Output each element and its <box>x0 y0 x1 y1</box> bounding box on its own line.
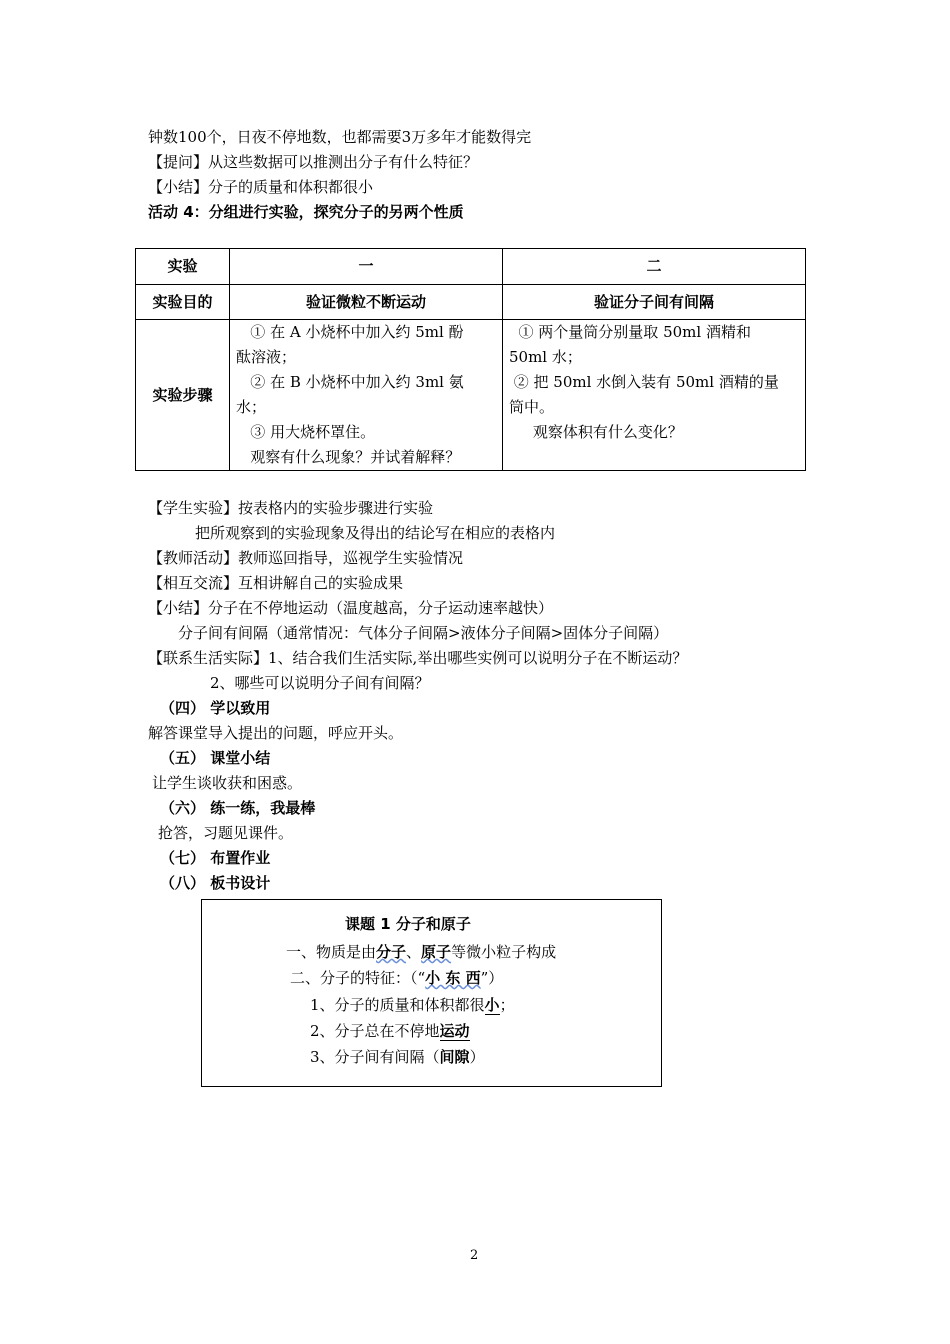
section-8-title: （八） 板书设计 <box>160 874 271 892</box>
experiment-table <box>135 248 806 471</box>
step-line: 观察有什么现象？并试着解释？ <box>236 448 461 466</box>
board-keyword-molecule: 分子 <box>376 943 407 961</box>
body-line-gap: 分子间有间隔（通常情况：气体分子间隔>液体分子间隔>固体分子间隔） <box>178 624 669 642</box>
board-line-4 <box>310 1021 470 1041</box>
table-header-col1: 一 <box>230 249 503 285</box>
section-6-title: （六） 练一练，我最棒 <box>160 799 316 817</box>
board-line-2-pre: 二、分子的特征：（“ <box>290 969 426 987</box>
board-line-5-pre: 3、分子间有间隔（ <box>310 1048 440 1066</box>
board-line-3-post: ； <box>499 996 515 1014</box>
step-line: 筒中。 <box>509 398 555 416</box>
board-line-1-post: 等微小粒子构成 <box>451 943 557 961</box>
top-line-2: 【提问】从这些数据可以推测出分子有什么特征？ <box>148 153 479 171</box>
body-line-life-2: 2、哪些可以说明分子间有间隔？ <box>210 674 430 692</box>
section-5-title: （五） 课堂小结 <box>160 749 271 767</box>
step-line: ② 在 B 小烧杯中加入约 3ml 氨 <box>236 373 464 391</box>
section-7-title: （七） 布置作业 <box>160 849 271 867</box>
section-5-text: 让学生谈收获和困惑。 <box>152 774 303 792</box>
step-line: ② 把 50ml 水倒入装有 50ml 酒精的量 <box>509 373 779 391</box>
board-keyword-motion: 运动 <box>439 1022 470 1040</box>
board-title: 课题 1 分子和原子 <box>345 915 471 933</box>
board-line-5 <box>310 1047 485 1067</box>
step-line: 观察体积有什么变化？ <box>509 423 683 441</box>
table-header-label: 实验 <box>136 249 230 285</box>
section-4-title: （四） 学以致用 <box>160 699 271 717</box>
board-line-2-post: ”） <box>480 969 504 987</box>
board-keyword-small-things: 小 东 西 <box>425 969 481 987</box>
body-line-student-exp: 【学生实验】按表格内的实验步骤进行实验 <box>148 499 434 517</box>
board-keyword-small: 小 <box>484 996 500 1014</box>
body-line-exchange: 【相互交流】互相讲解自己的实验成果 <box>148 574 404 592</box>
body-line-life-1: 【联系生活实际】1、结合我们生活实际,举出哪些实例可以说明分子在不断运动？ <box>148 649 688 667</box>
step-line: ① 在 A 小烧杯中加入约 5ml 酚 <box>236 323 464 341</box>
section-4-text: 解答课堂导入提出的问题，呼应开头。 <box>148 724 404 742</box>
table-steps-col1 <box>230 320 503 471</box>
board-line-4-pre: 2、分子总在不停地 <box>310 1022 440 1040</box>
body-line-teacher: 【教师活动】教师巡回指导，巡视学生实验情况 <box>148 549 464 567</box>
table-purpose-col1: 验证微粒不断运动 <box>230 285 503 320</box>
table-header-col2: 二 <box>503 249 806 285</box>
table-purpose-label: 实验目的 <box>136 285 230 320</box>
board-line-1-sep: 、 <box>406 943 422 961</box>
table-steps-col2 <box>503 320 806 471</box>
board-line-5-post: ） <box>469 1048 485 1066</box>
board-line-1-pre: 一、物质是由 <box>286 943 377 961</box>
board-line-3-pre: 1、分子的质量和体积都很 <box>310 996 485 1014</box>
step-line: 50ml 水； <box>509 348 582 366</box>
board-line-1 <box>286 942 556 962</box>
board-keyword-gap: 间隙 <box>439 1048 470 1066</box>
table-steps-label: 实验步骤 <box>136 320 230 471</box>
body-line-record: 把所观察到的实验现象及得出的结论写在相应的表格内 <box>195 524 556 542</box>
top-line-3: 【小结】分子的质量和体积都很小 <box>148 178 374 196</box>
step-line: ① 两个量筒分别量取 50ml 酒精和 <box>509 323 751 341</box>
blackboard-design-box <box>201 899 662 1087</box>
board-line-2 <box>290 968 503 988</box>
board-line-3 <box>310 995 515 1015</box>
top-line-1: 钟数100个，日夜不停地数，也都需要3万多年才能数得完 <box>148 128 532 146</box>
page-number: 2 <box>470 1248 479 1263</box>
step-line: 水； <box>236 398 267 416</box>
step-line: 酞溶液； <box>236 348 297 366</box>
step-line: ③ 用大烧杯罩住。 <box>236 423 376 441</box>
board-keyword-atom: 原子 <box>421 943 452 961</box>
body-line-summary: 【小结】分子在不停地运动（温度越高，分子运动速率越快） <box>148 599 554 617</box>
section-6-text: 抢答，习题见课件。 <box>158 824 294 842</box>
activity-4-heading: 活动 4：分组进行实验，探究分子的另两个性质 <box>148 203 464 221</box>
table-purpose-col2: 验证分子间有间隔 <box>503 285 806 320</box>
